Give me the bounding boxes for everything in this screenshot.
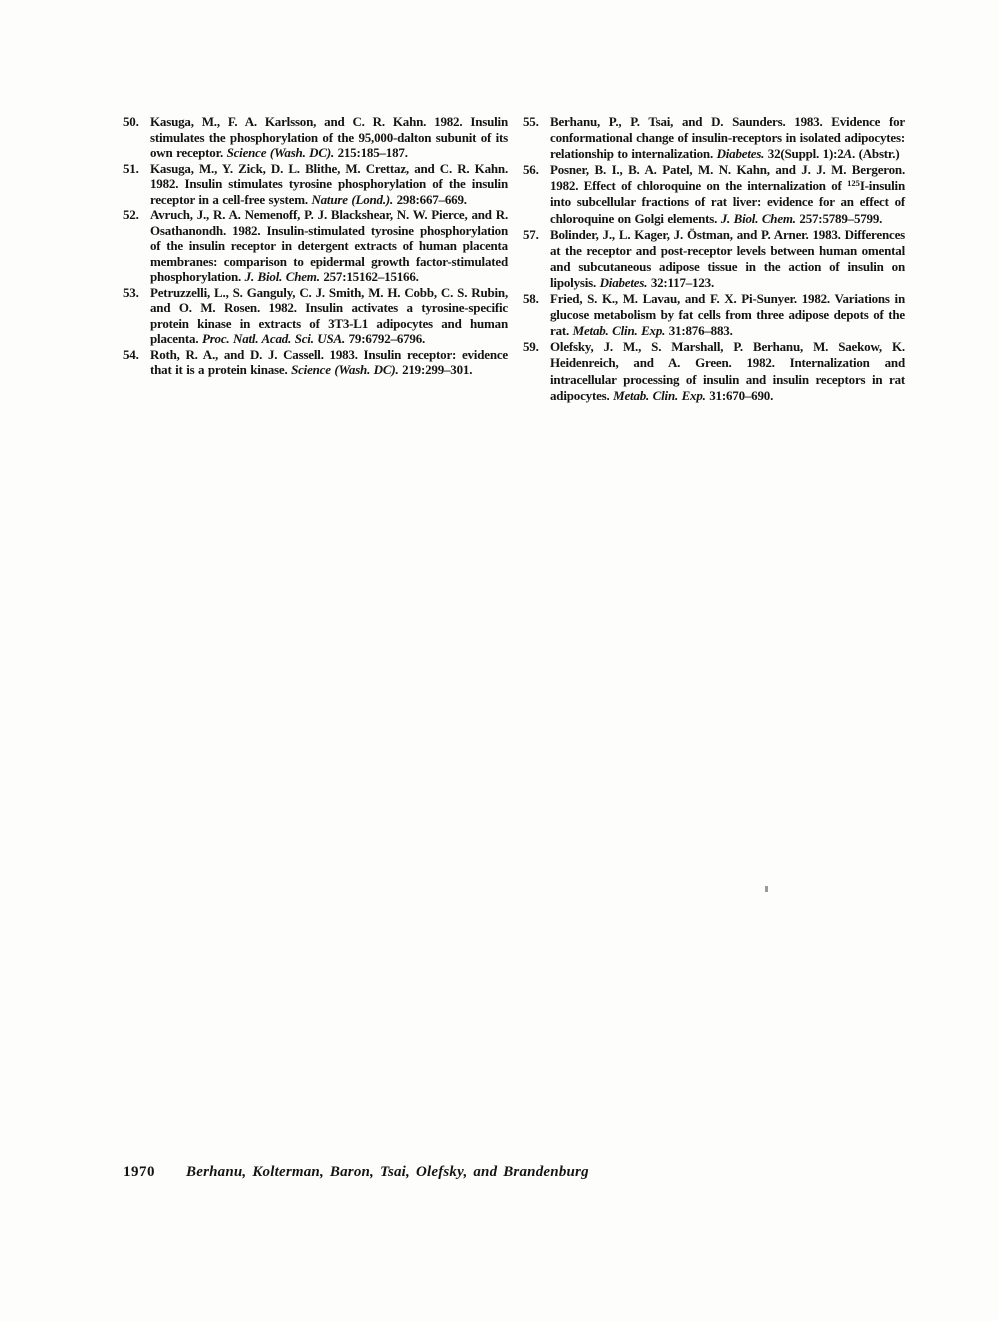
page-footer [123, 1164, 589, 1181]
reference-number: 55. [523, 114, 539, 129]
reference-item [523, 291, 905, 339]
reference-item [523, 114, 905, 162]
reference-text: Posner, B. I., B. A. Patel, M. N. Kahn, and J. J. M. Bergeron. 1982. Effect of chloroquine on the internalization of $^{125}$I-insulin into subcellular fractions of rat liver: evidence for an effect of chloroquine on Golgi elements. J. Biol. Chem. 257:5789–5799. [550, 162, 905, 226]
reference-number: 57. [523, 226, 539, 242]
reference-text: Kasuga, M., F. A. Karlsson, and C. R. Kahn. 1982. Insulin stimulates the phosphorylation of the 95,000-dalton subunit of its own receptor. Science (Wash. DC). 215:185–187. [150, 114, 508, 160]
reference-item [123, 347, 508, 378]
reference-number: 54. [123, 346, 139, 362]
reference-text: Bolinder, J., L. Kager, J. Östman, and P. Arner. 1983. Differences at the receptor and post-receptor levels between human omental and subcutaneous adipose tissue in the action of insulin on lipolysis. Diabetes. 32:117–123. [550, 226, 905, 290]
reference-text: Berhanu, P., P. Tsai, and D. Saunders. 1983. Evidence for conformational change of insulin-receptors in isolated adipocytes: relationship to internalization. Diabetes. 32(Suppl. 1):2A. (Abstr.) [550, 114, 905, 162]
reference-item [123, 114, 508, 161]
reference-text: Fried, S. K., M. Lavau, and F. X. Pi-Sunyer. 1982. Variations in glucose metabolism by fat cells from three adipose depots of the rat. Metab. Clin. Exp. 31:876–883. [550, 291, 905, 339]
references-column-left [123, 114, 508, 404]
reference-number: 52. [123, 207, 139, 222]
scan-artifact [765, 886, 768, 892]
reference-number: 56. [523, 162, 539, 178]
reference-text: Roth, R. A., and D. J. Cassell. 1983. Insulin receptor: evidence that it is a protein kinase. Science (Wash. DC). 219:299–301. [150, 346, 508, 377]
reference-number: 50. [123, 114, 139, 129]
page-number: 1970 [123, 1164, 155, 1180]
reference-text: Kasuga, M., Y. Zick, D. L. Blithe, M. Crettaz, and C. R. Kahn. 1982. Insulin stimulates tyrosine phosphorylation of the insulin receptor in a cell-free system. Nature (Lond.). 298:667–669. [150, 160, 508, 207]
reference-item [523, 162, 905, 226]
reference-item [523, 339, 905, 403]
running-footer-authors: Berhanu, Kolterman, Baron, Tsai, Olefsky, and Brandenburg [186, 1164, 589, 1180]
references-section [123, 114, 905, 404]
reference-item [523, 227, 905, 291]
reference-item [123, 161, 508, 208]
reference-item [123, 207, 508, 285]
reference-number: 58. [523, 291, 539, 307]
reference-text: Olefsky, J. M., S. Marshall, P. Berhanu, M. Saekow, K. Heidenreich, and A. Green. 1982. Internalization and intracellular processing of insulin and insulin receptors in rat adipocytes. Metab. Clin. Exp. 31:670–690. [550, 339, 905, 403]
reference-item [123, 285, 508, 347]
reference-text: Avruch, J., R. A. Nemenoff, P. J. Blackshear, N. W. Pierce, and R. Osathanondh. 1982. Insulin-stimulated tyrosine phosphorylation of the insulin receptor in detergent extracts of human placenta membranes: comparison to epidermal growth factor-stimulated phosphorylation. J. Biol. Chem. 257:15162–15166. [150, 207, 508, 284]
reference-number: 53. [123, 284, 139, 300]
reference-number: 59. [523, 339, 539, 355]
reference-number: 51. [123, 160, 139, 176]
references-column-right [523, 114, 905, 404]
reference-text: Petruzzelli, L., S. Ganguly, C. J. Smith, M. H. Cobb, C. S. Rubin, and O. M. Rosen. 1982. Insulin activates a tyrosine-specific protein kinase in extracts of 3T3-L1 adipocytes and human placenta. Proc. Natl. Acad. Sci. USA. 79:6792–6796. [150, 284, 508, 346]
